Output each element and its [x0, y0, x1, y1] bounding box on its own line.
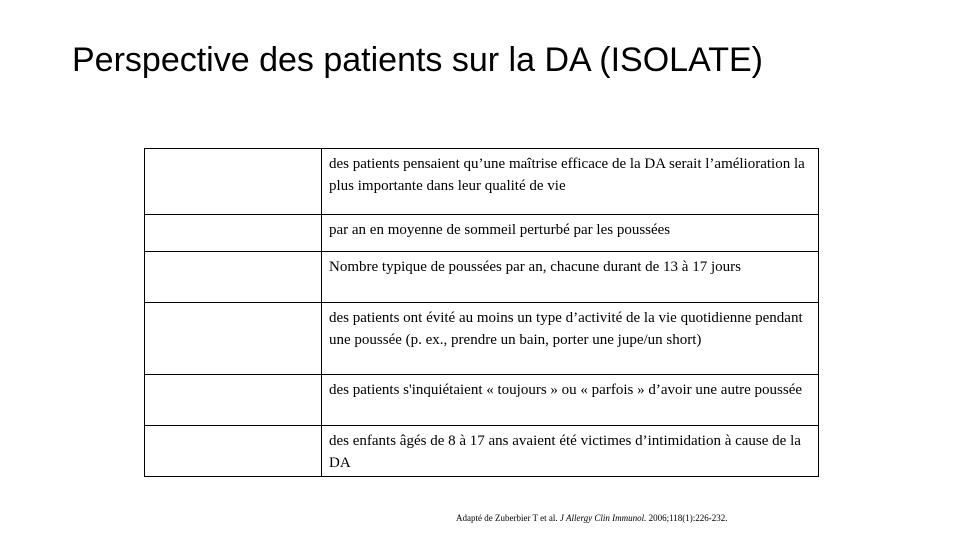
stat-value [145, 149, 321, 155]
citation-details: 2006;118(1):226-232. [646, 513, 728, 523]
stat-value-cell [145, 252, 322, 303]
stat-description: des patients s'inquiétaient « toujours » ou « parfois » d’avoir une autre poussée [329, 382, 803, 398]
stat-value-cell [145, 215, 322, 252]
stat-value-cell [145, 426, 322, 477]
citation [456, 512, 728, 524]
table-row [145, 252, 819, 303]
stat-value [145, 252, 321, 258]
stat-description-cell [322, 215, 819, 252]
table-row [145, 215, 819, 252]
stat-description: des patients ont évité au moins un type d’activité de la vie quotidienne pendant une poussée (p. ex., prendre un bain, porter une jupe/un short) [329, 310, 803, 348]
citation-journal: J Allergy Clin Immunol. [559, 513, 647, 523]
table-row [145, 375, 819, 426]
table-row [145, 426, 819, 477]
stat-value-cell [145, 149, 322, 215]
stat-description: des patients pensaient qu’une maîtrise efficace de la DA serait l’amélioration la plus importante dans leur qualité de vie [329, 156, 805, 194]
slide-title: Perspective des patients sur la DA (ISOLATE) [72, 41, 763, 79]
stat-description: par an en moyenne de sommeil perturbé par les poussées [329, 222, 671, 238]
stat-description-cell [322, 149, 819, 215]
stat-description: des enfants âgés de 8 à 17 ans avaient été victimes d’intimidation à cause de la DA [329, 433, 801, 471]
stat-value-cell [145, 375, 322, 426]
stat-value [145, 215, 321, 221]
table-row [145, 149, 819, 215]
stat-description-cell [322, 303, 819, 375]
stat-description-cell [322, 375, 819, 426]
stat-value [145, 303, 321, 309]
stat-description: Nombre typique de poussées par an, chacune durant de 13 à 17 jours [329, 259, 741, 275]
stat-value-cell [145, 303, 322, 375]
table-row [145, 303, 819, 375]
stat-description-cell [322, 426, 819, 477]
citation-prefix: Adapté de Zuberbier T et al. [456, 513, 560, 523]
stat-value [145, 426, 321, 432]
stat-value [145, 375, 321, 381]
stat-description-cell [322, 252, 819, 303]
stats-table [144, 148, 819, 477]
